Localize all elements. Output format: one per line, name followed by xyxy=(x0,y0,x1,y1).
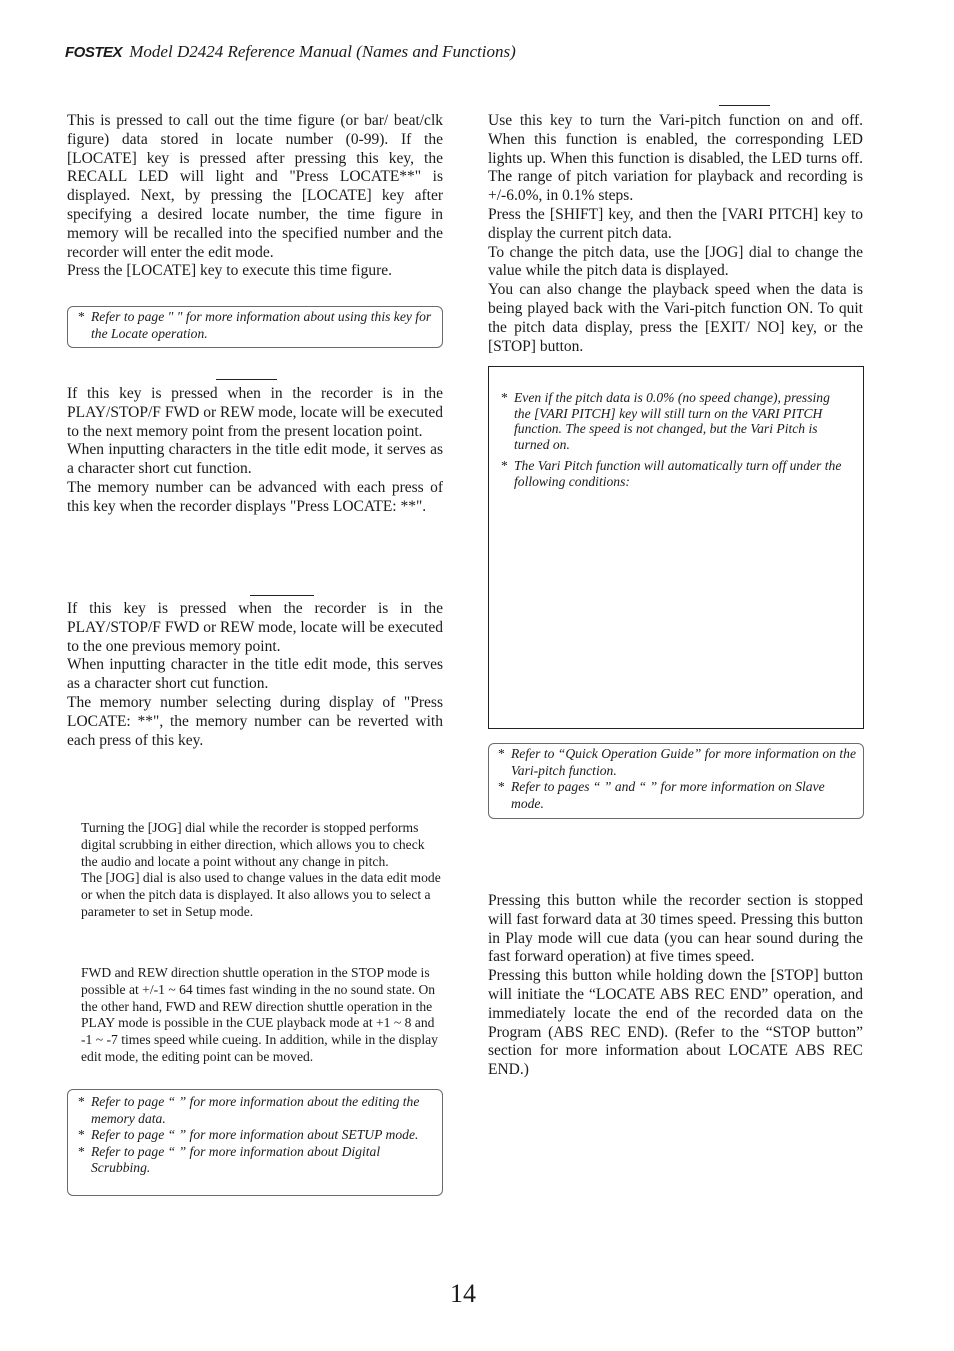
note-item: * Even if the pitch data is 0.0% (no speed change), pressing the [VARI PITCH] key will still turn on the VARI PITCH function. The speed is not changed, but the Vari Pitch is turned on. xyxy=(501,390,830,452)
prev-description xyxy=(67,600,443,750)
ffwd-paragraph: Pressing this button while the recorder section is stopped will fast forward data at 30 times speed. Pressing this button in Play mode will cue data (you can hear sound during the fast forward operation) at five times speed. xyxy=(488,892,863,966)
shuttle-description xyxy=(81,965,443,1066)
page-number: 14 xyxy=(450,1279,476,1308)
header-title: Model D2424 Reference Manual (Names and Functions) xyxy=(129,42,516,61)
vari-pitch-description xyxy=(488,112,863,356)
prev-paragraph: If this key is pressed when the recorder is in the PLAY/STOP/F FWD or REW mode, locate will be executed to the one previous memory point. xyxy=(67,600,443,655)
note-item: * Refer to pages “ ” and “ ” for more information on Slave mode. xyxy=(498,779,825,811)
heading-rule xyxy=(719,105,770,106)
note-item: * Refer to page " " for more information about using this key for the Locate operation. xyxy=(78,309,432,341)
note-item: * Refer to page “ ” for more information about Digital Scrubbing. xyxy=(78,1143,381,1176)
note-item: * The Vari Pitch function will automatically turn off under the following conditions: xyxy=(501,458,842,489)
page-header xyxy=(65,42,516,62)
heading-rule xyxy=(216,379,277,380)
note-item: * Refer to page “ ” for more information about SETUP mode. xyxy=(78,1127,419,1143)
brand-logo: FOSTEX xyxy=(65,44,123,61)
next-paragraph: If this key is pressed when in the recorder is in the PLAY/STOP/F FWD or REW mode, locate will be executed to the next memory point from the present location point. xyxy=(67,385,443,440)
note-item: * Refer to page “ ” for more information about the editing the memory data. xyxy=(78,1094,420,1126)
prev-paragraph: When inputting character in the title edit mode, this serves as a character short cut function. xyxy=(67,656,443,693)
next-paragraph: The memory number can be advanced with each press of this key when the recorder displays "Press LOCATE: **". xyxy=(67,478,443,515)
prev-paragraph: The memory number selecting during display of "Press LOCATE: **", the memory number can be reverted with each press of this key. xyxy=(67,693,443,749)
vari-paragraph: To change the pitch data, use the [JOG] dial to change the value while the pitch data is displayed. xyxy=(488,243,863,280)
vari-refs-box xyxy=(488,743,864,819)
vari-paragraph: You can also change the playback speed when the data is being played back with the Vari-pitch function ON. To quit the pitch data display, press the [EXIT/ NO] key, or the [STOP] button. xyxy=(488,281,863,355)
ffwd-paragraph: Pressing this button while holding down the [STOP] button will initiate the “LOCATE ABS REC END” operation, and immediately locate the end of the recorded data on the Program (ABS REC END). (Refer to the “STOP button” section for more information about LOCATE ABS REC END.) xyxy=(488,967,863,1079)
ffwd-description xyxy=(488,892,863,1080)
vari-pitch-notes-frame xyxy=(488,366,864,729)
recall-description xyxy=(67,112,443,281)
note-item: * Refer to “Quick Operation Guide” for more information on the Vari-pitch function. xyxy=(498,746,856,778)
vari-paragraph: Press the [SHIFT] key, and then the [VARI PITCH] key to display the current pitch data. xyxy=(488,205,863,242)
next-description xyxy=(67,385,443,517)
recall-paragraph: Press the [LOCATE] key to execute this time figure. xyxy=(67,262,392,280)
jog-paragraph: Turning the [JOG] dial while the recorder is stopped performs digital scrubbing in either direction, which allows you to check the audio and locate a point without any change in pitch. xyxy=(81,820,425,869)
heading-rule xyxy=(250,595,314,596)
recall-note-box xyxy=(67,306,443,348)
recall-paragraph: This is pressed to call out the time figure (or bar/ beat/clk figure) data stored in locate number (0-99). If the [LOCATE] key is pressed after pressing this key, the RECALL LED will light and "Press LOCATE**" is displayed. Next, by pressing the [LOCATE] key after specifying a desired locate number, the time figure in memory will be recalled into the specified number and the recorder will enter the edit mode. xyxy=(67,112,443,261)
jog-notes-box xyxy=(67,1089,443,1196)
vari-paragraph: Use this key to turn the Vari-pitch function on and off. When this function is enabled, the corresponding LED lights up. When this function is disabled, the LED turns off. The range of pitch variation for playback and recording is +/-6.0%, in 0.1% steps. xyxy=(488,112,863,205)
next-paragraph: When inputting characters in the title edit mode, it serves as a character short cut function. xyxy=(67,441,443,478)
jog-description xyxy=(81,820,443,921)
jog-paragraph: The [JOG] dial is also used to change values in the data edit mode or when the pitch data is displayed. It also allows you to select a parameter to set in Setup mode. xyxy=(81,870,441,919)
shuttle-paragraph: FWD and REW direction shuttle operation in the STOP mode is possible at +/-1 ~ 64 times fast winding in the no sound state. On the other hand, FWD and REW direction shuttle operation in the PLAY mode is possible in the CUE playback mode at +1 ~ 8 and -1 ~ -7 times speed while cueing. In addition, while in the display edit mode, the editing point can be moved. xyxy=(81,965,438,1064)
